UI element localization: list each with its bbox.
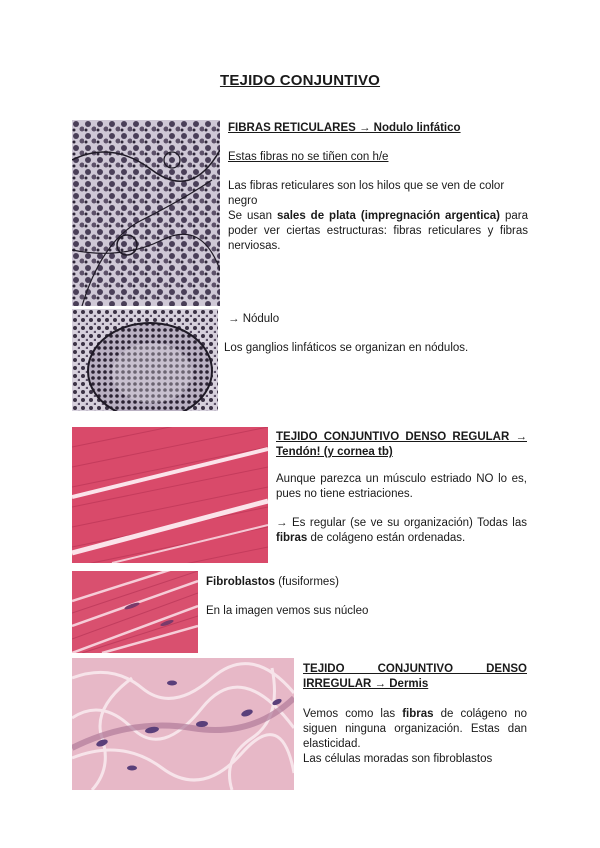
reticular-note: Estas fibras no se tiñen con h/e	[228, 151, 389, 163]
reticular-heading: FIBRAS RETICULARES → Nodulo linfático	[228, 122, 461, 134]
reticular-fibers-micrograph	[72, 120, 220, 306]
dermis-para-2: Las células moradas son fibroblastos	[303, 753, 493, 765]
tendon-micrograph	[72, 427, 268, 563]
reticular-para-2: Se usan sales de plata (impregnación argentica) para poder ver ciertas estructuras: fibras reticulares y fibras nerviosas.	[228, 210, 528, 252]
nodule-label: → Nódulo	[228, 313, 280, 325]
fibroblasts-label: Fibroblastos (fusiformes)	[206, 576, 339, 588]
lymph-nodule-micrograph	[72, 309, 218, 411]
fibroblasts-para: En la imagen vemos sus núcleo	[206, 605, 369, 617]
fibroblasts-micrograph	[72, 571, 198, 653]
page-title: TEJIDO CONJUNTIVO	[219, 72, 381, 89]
nodule-para: Los ganglios linfáticos se organizan en nódulos.	[224, 342, 469, 354]
dermis-heading: TEJIDO CONJUNTIVO DENSO IRREGULAR → Dermis	[303, 663, 527, 690]
reticular-para-1: Las fibras reticulares son los hilos que se ven de color negro	[228, 180, 505, 207]
dermis-para-1: Vemos como las fibras de colágeno no siguen ninguna organización. Estas dan elasticidad.	[303, 708, 527, 750]
tendon-para-2: → Es regular (se ve su organización) Todas las fibras de colágeno están ordenadas.	[276, 517, 527, 544]
tendon-para-1: Aunque parezca un músculo estriado NO lo es, pues no tiene estriaciones.	[276, 473, 527, 500]
dermis-micrograph	[72, 658, 294, 790]
tendon-heading: TEJIDO CONJUNTIVO DENSO REGULAR → Tendón! (y cornea tb)	[276, 431, 527, 458]
